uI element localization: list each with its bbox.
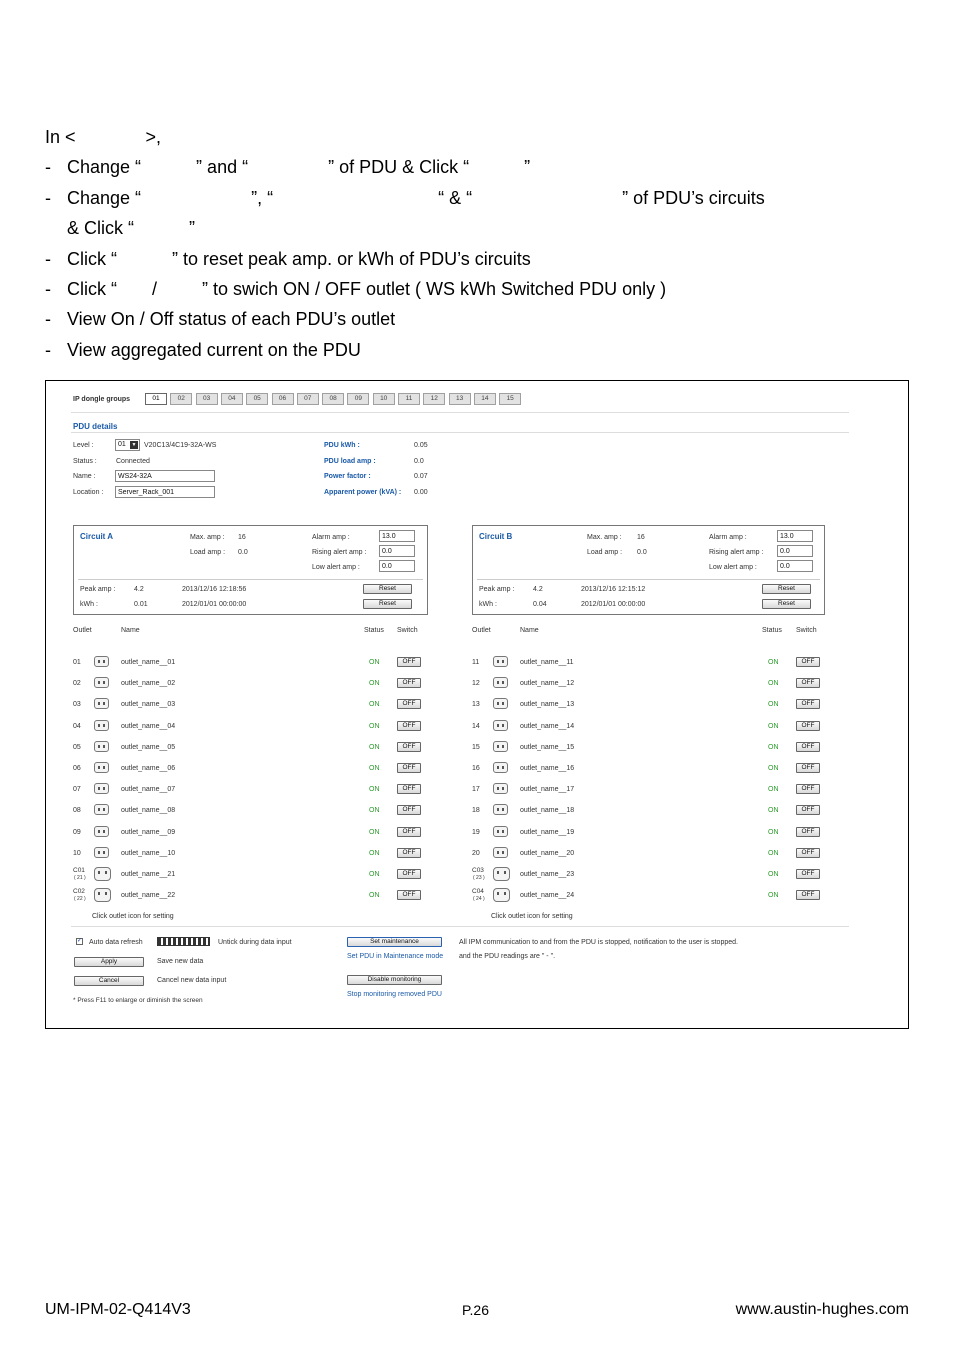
outlet-name: outlet_name__08	[121, 807, 176, 815]
name-label: Name :	[73, 473, 96, 480]
untick-hint: Untick during data input	[218, 939, 292, 946]
col-outlet-header: Outlet	[472, 627, 491, 634]
col-switch-header: Switch	[796, 627, 817, 634]
peak-amp-label: Peak amp :	[80, 586, 116, 593]
outlet-socket-icon[interactable]	[94, 720, 109, 731]
refresh-progress-bar	[157, 937, 210, 946]
max-amp-label: Max. amp :	[190, 534, 225, 541]
outlet-status: ON	[768, 765, 779, 772]
outlet-switch-button[interactable]: OFF	[796, 827, 820, 837]
circuit-title: Circuit A	[80, 532, 114, 541]
outlet-number: 01	[73, 659, 81, 666]
load-value: 0.0	[414, 458, 424, 465]
outlet-status: ON	[768, 743, 779, 751]
outlet-socket-icon[interactable]	[493, 720, 508, 731]
tab-group[interactable]: 15	[499, 393, 521, 405]
outlet-status: ON	[768, 849, 779, 857]
outlet-switch-button[interactable]: OFF	[796, 678, 820, 688]
set-maintenance-button[interactable]: Set maintenance	[347, 937, 442, 947]
outlet-socket-icon[interactable]	[94, 783, 109, 794]
load-amp-value: 0.0	[238, 549, 248, 556]
outlet-number: 06	[73, 765, 81, 772]
circuit-title: Circuit B	[479, 532, 513, 541]
outlet-status: ON	[768, 828, 779, 836]
tab-group[interactable]: 03	[196, 393, 218, 405]
auto-refresh-checkbox[interactable]: ✓	[77, 938, 83, 944]
kwh-value: 0.04	[533, 601, 547, 608]
max-amp-value: 16	[238, 534, 246, 541]
pf-label: Power factor :	[324, 473, 371, 480]
outlet-number: C02	[73, 888, 85, 896]
outlet-name: outlet_name__02	[121, 680, 176, 688]
outlet-socket-icon[interactable]	[493, 698, 508, 709]
divider	[477, 579, 820, 580]
reset-kwh-button[interactable]: Reset	[363, 599, 412, 609]
outlet-switch-button[interactable]: OFF	[796, 699, 820, 709]
outlet-number: 16	[472, 765, 480, 772]
outlet-switch-button[interactable]: OFF	[796, 890, 820, 900]
outlet-switch-button[interactable]: OFF	[796, 657, 820, 667]
outlet-status: ON	[369, 871, 380, 878]
kwh-label: kWh :	[80, 601, 98, 608]
max-amp-label: Max. amp :	[587, 534, 622, 541]
apply-hint: Save new data	[157, 958, 204, 965]
outlet-number: 14	[472, 722, 480, 730]
outlet-switch-button[interactable]: OFF	[397, 657, 421, 667]
chevron-down-icon: ▼	[131, 442, 137, 448]
instruction-item: Click “ ” to reset peak amp. or kWh of PDU’s circuits	[67, 249, 531, 269]
outlet-sub-number: ( 23 )	[473, 875, 485, 881]
pdu-name-input[interactable]	[115, 470, 215, 482]
outlet-number: C04	[472, 888, 484, 896]
cancel-button[interactable]: Cancel	[74, 976, 144, 986]
peak-amp-value: 4.2	[134, 586, 144, 593]
tab-group[interactable]: 10	[373, 393, 395, 405]
bullet-dash: -	[45, 157, 51, 177]
outlet-socket-icon[interactable]	[493, 741, 508, 752]
outlet-number: 13	[472, 701, 480, 709]
peak-date: 2013/12/16 12:15:12	[581, 586, 646, 593]
outlet-name: outlet_name__23	[520, 871, 575, 878]
pf-value: 0.07	[414, 473, 428, 480]
outlet-status: ON	[369, 807, 380, 815]
outlet-name: outlet_name__22	[121, 892, 176, 900]
outlet-switch-button[interactable]: OFF	[796, 848, 820, 858]
kwh-value: 0.01	[134, 601, 148, 608]
outlet-number: C03	[472, 867, 484, 874]
outlet-switch-button[interactable]: OFF	[796, 742, 820, 752]
instruction-item: Change “ ” and “ ” of PDU & Click “ ”	[67, 157, 531, 177]
bullet-dash: -	[45, 249, 51, 269]
outlet-number: C01	[73, 867, 85, 874]
divider	[78, 579, 423, 580]
bullet-dash: -	[45, 279, 51, 299]
level-model: V20C13/4C19-32A-WS	[144, 442, 217, 449]
outlet-status: ON	[369, 892, 380, 900]
outlet-switch-button[interactable]: OFF	[397, 784, 421, 794]
outlet-number: 19	[472, 828, 480, 836]
outlet-socket-icon[interactable]	[94, 826, 109, 837]
peak-date: 2013/12/16 12:18:56	[182, 586, 247, 593]
col-switch-header: Switch	[397, 627, 418, 634]
outlet-name: outlet_name__09	[121, 828, 176, 836]
apply-button[interactable]: Apply	[74, 957, 144, 967]
website: www.austin-hughes.com	[735, 1301, 909, 1318]
outlet-socket-icon[interactable]	[493, 826, 508, 837]
outlet-sub-number: ( 24 )	[473, 896, 485, 903]
tab-group[interactable]: 13	[449, 393, 471, 405]
page-number: P.26	[462, 1302, 489, 1318]
outlet-number: 20	[472, 849, 480, 857]
outlet-name: outlet_name__10	[121, 849, 176, 857]
instruction-item: Change “ ”, “ “ & “ ” of PDU’s circuits	[67, 188, 765, 208]
tab-group[interactable]: 06	[272, 393, 294, 405]
outlet-socket-icon[interactable]	[94, 698, 109, 709]
outlet-sub-number: ( 21 )	[74, 875, 86, 881]
ap-value: 0.00	[414, 489, 428, 496]
disable-monitoring-hint: Stop monitoring removed PDU	[347, 991, 442, 998]
col-outlet-header: Outlet	[73, 627, 92, 634]
outlet-number: 05	[73, 743, 81, 751]
outlet-name: outlet_name__11	[520, 659, 574, 666]
outlet-socket-icon[interactable]	[94, 804, 109, 815]
pdu-location-input[interactable]	[115, 486, 215, 498]
instruction-item: Click “ / ” to swich ON / OFF outlet ( WS kWh Switched PDU only )	[67, 279, 667, 299]
low-alert-input[interactable]	[777, 560, 813, 572]
outlet-socket-icon[interactable]	[493, 888, 510, 902]
kwh-date: 2012/01/01 00:00:00	[182, 601, 247, 608]
set-maintenance-hint: Set PDU in Maintenance mode	[347, 953, 444, 960]
click-outlet-hint: Click outlet icon for setting	[491, 913, 573, 920]
instruction-item: View aggregated current on the PDU	[67, 340, 361, 360]
tab-group[interactable]: 12	[423, 393, 445, 405]
outlet-status: ON	[369, 659, 380, 666]
outlet-number: 18	[472, 807, 480, 815]
instruction-item: View On / Off status of each PDU’s outlet	[67, 309, 396, 329]
outlet-name: outlet_name__12	[520, 680, 575, 688]
outlet-status: ON	[369, 849, 380, 857]
outlet-switch-button[interactable]: OFF	[397, 869, 421, 879]
level-select[interactable]	[115, 439, 140, 451]
rising-alert-label: Rising alert amp :	[709, 549, 764, 556]
max-amp-value: 16	[637, 534, 645, 541]
instruction-item: & Click “ ”	[67, 218, 196, 238]
outlet-name: outlet_name__24	[520, 892, 575, 900]
pdu-details-title: PDU details	[73, 422, 118, 431]
divider	[71, 926, 849, 927]
outlet-name: outlet_name__14	[520, 722, 575, 730]
outlet-name: outlet_name__19	[520, 828, 575, 836]
maintenance-note: and the PDU readings are " - ".	[459, 953, 556, 960]
outlet-status: ON	[768, 701, 779, 709]
outlet-number: 07	[73, 786, 81, 794]
level-value: 01	[118, 441, 126, 448]
col-status-header: Status	[364, 627, 384, 634]
outlet-number: 12	[472, 680, 480, 688]
pdu-screenshot	[45, 380, 909, 1029]
outlet-status: ON	[369, 828, 380, 836]
maintenance-note: All IPM communication to and from the PDU is stopped, notification to the user is stopped.	[459, 939, 738, 946]
rising-alert-input[interactable]	[777, 545, 813, 557]
bullet-dash: -	[45, 309, 51, 329]
tab-group[interactable]: 05	[246, 393, 268, 405]
outlet-socket-icon[interactable]	[493, 847, 508, 858]
cancel-hint: Cancel new data input	[157, 977, 227, 984]
kwh-date: 2012/01/01 00:00:00	[581, 601, 646, 608]
outlet-status: ON	[369, 701, 380, 709]
outlet-socket-icon[interactable]	[94, 656, 109, 667]
rising-alert-input[interactable]	[379, 545, 415, 557]
reset-peak-button[interactable]: Reset	[762, 584, 811, 594]
alarm-amp-label: Alarm amp :	[709, 534, 747, 541]
tab-group[interactable]: 14	[474, 393, 496, 405]
outlet-socket-icon[interactable]	[493, 762, 508, 773]
outlet-switch-button[interactable]: OFF	[397, 890, 421, 900]
col-name-header: Name	[121, 627, 140, 634]
outlet-sub-number: ( 22 )	[74, 896, 86, 903]
outlet-number: 02	[73, 680, 81, 688]
outlet-switch-button[interactable]: OFF	[397, 827, 421, 837]
load-amp-label: Load amp :	[190, 549, 226, 556]
outlet-status: ON	[768, 807, 779, 815]
kwh-label: PDU kWh :	[324, 442, 360, 449]
outlet-name: outlet_name__03	[121, 701, 176, 709]
outlet-number: 15	[472, 743, 480, 751]
peak-amp-value: 4.2	[533, 586, 543, 593]
outlet-socket-icon[interactable]	[94, 867, 111, 881]
tab-group[interactable]: 11	[398, 393, 420, 405]
outlet-number: 10	[73, 849, 81, 857]
tab-group[interactable]: 09	[347, 393, 369, 405]
outlet-name: outlet_name__18	[520, 807, 575, 815]
outlet-status: ON	[768, 722, 779, 730]
outlet-status: ON	[768, 680, 779, 688]
kwh-value: 0.05	[414, 442, 428, 449]
outlet-name: outlet_name__06	[121, 765, 176, 772]
outlet-name: outlet_name__01	[121, 659, 176, 666]
outlet-switch-button[interactable]: OFF	[397, 742, 421, 752]
tab-group[interactable]: 07	[297, 393, 319, 405]
outlet-socket-icon[interactable]	[493, 656, 508, 667]
doc-id: UM-IPM-02-Q414V3	[45, 1301, 191, 1318]
outlet-switch-button[interactable]: OFF	[397, 721, 421, 731]
outlet-status: ON	[369, 765, 380, 772]
load-label: PDU load amp :	[324, 458, 376, 465]
outlet-switch-button[interactable]: OFF	[796, 784, 820, 794]
outlet-status: ON	[369, 786, 380, 794]
outlet-status: ON	[768, 871, 779, 878]
ap-label: Apparent power (kVA) :	[324, 489, 402, 496]
outlet-number: 08	[73, 807, 81, 815]
outlet-status: ON	[768, 786, 779, 794]
status-label: Status :	[73, 458, 97, 465]
reset-peak-button[interactable]: Reset	[363, 584, 412, 594]
outlet-name: outlet_name__16	[520, 765, 575, 772]
outlet-status: ON	[768, 659, 779, 666]
click-outlet-hint: Click outlet icon for setting	[92, 913, 174, 920]
outlet-name: outlet_name__04	[121, 722, 176, 730]
outlet-switch-button[interactable]: OFF	[397, 763, 421, 773]
bullet-dash: -	[45, 188, 51, 208]
outlet-name: outlet_name__07	[121, 786, 176, 794]
tab-group[interactable]: 02	[170, 393, 192, 405]
disable-monitoring-button[interactable]: Disable monitoring	[347, 975, 442, 985]
alarm-amp-input[interactable]	[379, 530, 415, 542]
outlet-name: outlet_name__05	[121, 743, 176, 751]
kwh-label: kWh :	[479, 601, 497, 608]
load-amp-value: 0.0	[637, 549, 647, 556]
tab-group[interactable]: 04	[221, 393, 243, 405]
outlet-switch-button[interactable]: OFF	[397, 848, 421, 858]
divider	[71, 412, 849, 413]
outlet-switch-button[interactable]: OFF	[796, 869, 820, 879]
location-label: Location :	[73, 489, 104, 496]
outlet-name: outlet_name__15	[520, 743, 575, 751]
f11-hint: * Press F11 to enlarge or diminish the screen	[73, 997, 203, 1004]
tab-group[interactable]: 08	[322, 393, 344, 405]
outlet-number: 17	[472, 786, 480, 794]
divider	[71, 432, 849, 433]
tab-group[interactable]: 01	[145, 393, 167, 405]
outlet-socket-icon[interactable]	[94, 847, 109, 858]
outlet-switch-button[interactable]: OFF	[796, 721, 820, 731]
outlet-socket-icon[interactable]	[94, 741, 109, 752]
low-alert-label: Low alert amp :	[709, 564, 757, 571]
reset-kwh-button[interactable]: Reset	[762, 599, 811, 609]
outlet-socket-icon[interactable]	[493, 783, 508, 794]
outlet-name: outlet_name__21	[121, 871, 176, 878]
outlet-socket-icon[interactable]	[493, 867, 510, 881]
level-label: Level :	[73, 442, 94, 449]
outlet-switch-button[interactable]: OFF	[796, 805, 820, 815]
status-value: Connected	[116, 458, 150, 465]
groups-label: IP dongle groups	[73, 396, 131, 403]
outlet-socket-icon[interactable]	[493, 804, 508, 815]
intro-line: In < >,	[45, 127, 162, 147]
outlet-name: outlet_name__17	[520, 786, 575, 794]
outlet-name: outlet_name__13	[520, 701, 575, 709]
outlet-name: outlet_name__20	[520, 849, 575, 857]
outlet-socket-icon[interactable]	[94, 762, 109, 773]
outlet-socket-icon[interactable]	[94, 888, 111, 902]
col-status-header: Status	[762, 627, 782, 634]
outlet-number: 09	[73, 828, 81, 836]
low-alert-label: Low alert amp :	[312, 564, 360, 571]
col-name-header: Name	[520, 627, 539, 634]
load-amp-label: Load amp :	[587, 549, 623, 556]
peak-amp-label: Peak amp :	[479, 586, 515, 593]
auto-refresh-label: Auto data refresh	[89, 939, 143, 946]
circuit-a-panel	[73, 525, 428, 615]
outlet-switch-button[interactable]: OFF	[796, 763, 820, 773]
outlet-status: ON	[369, 680, 380, 688]
bullet-dash: -	[45, 340, 51, 360]
circuit-b-panel	[472, 525, 825, 615]
rising-alert-label: Rising alert amp :	[312, 549, 367, 556]
outlet-status: ON	[369, 743, 380, 751]
alarm-amp-input[interactable]	[777, 530, 813, 542]
outlet-number: 04	[73, 722, 81, 730]
outlet-number: 11	[472, 659, 480, 666]
outlet-switch-button[interactable]: OFF	[397, 678, 421, 688]
outlet-status: ON	[768, 892, 779, 900]
outlet-socket-icon[interactable]	[94, 677, 109, 688]
low-alert-input[interactable]	[379, 560, 415, 572]
alarm-amp-label: Alarm amp :	[312, 534, 350, 541]
outlet-number: 03	[73, 701, 81, 709]
outlet-switch-button[interactable]: OFF	[397, 699, 421, 709]
outlet-switch-button[interactable]: OFF	[397, 805, 421, 815]
outlet-socket-icon[interactable]	[493, 677, 508, 688]
outlet-status: ON	[369, 722, 380, 730]
